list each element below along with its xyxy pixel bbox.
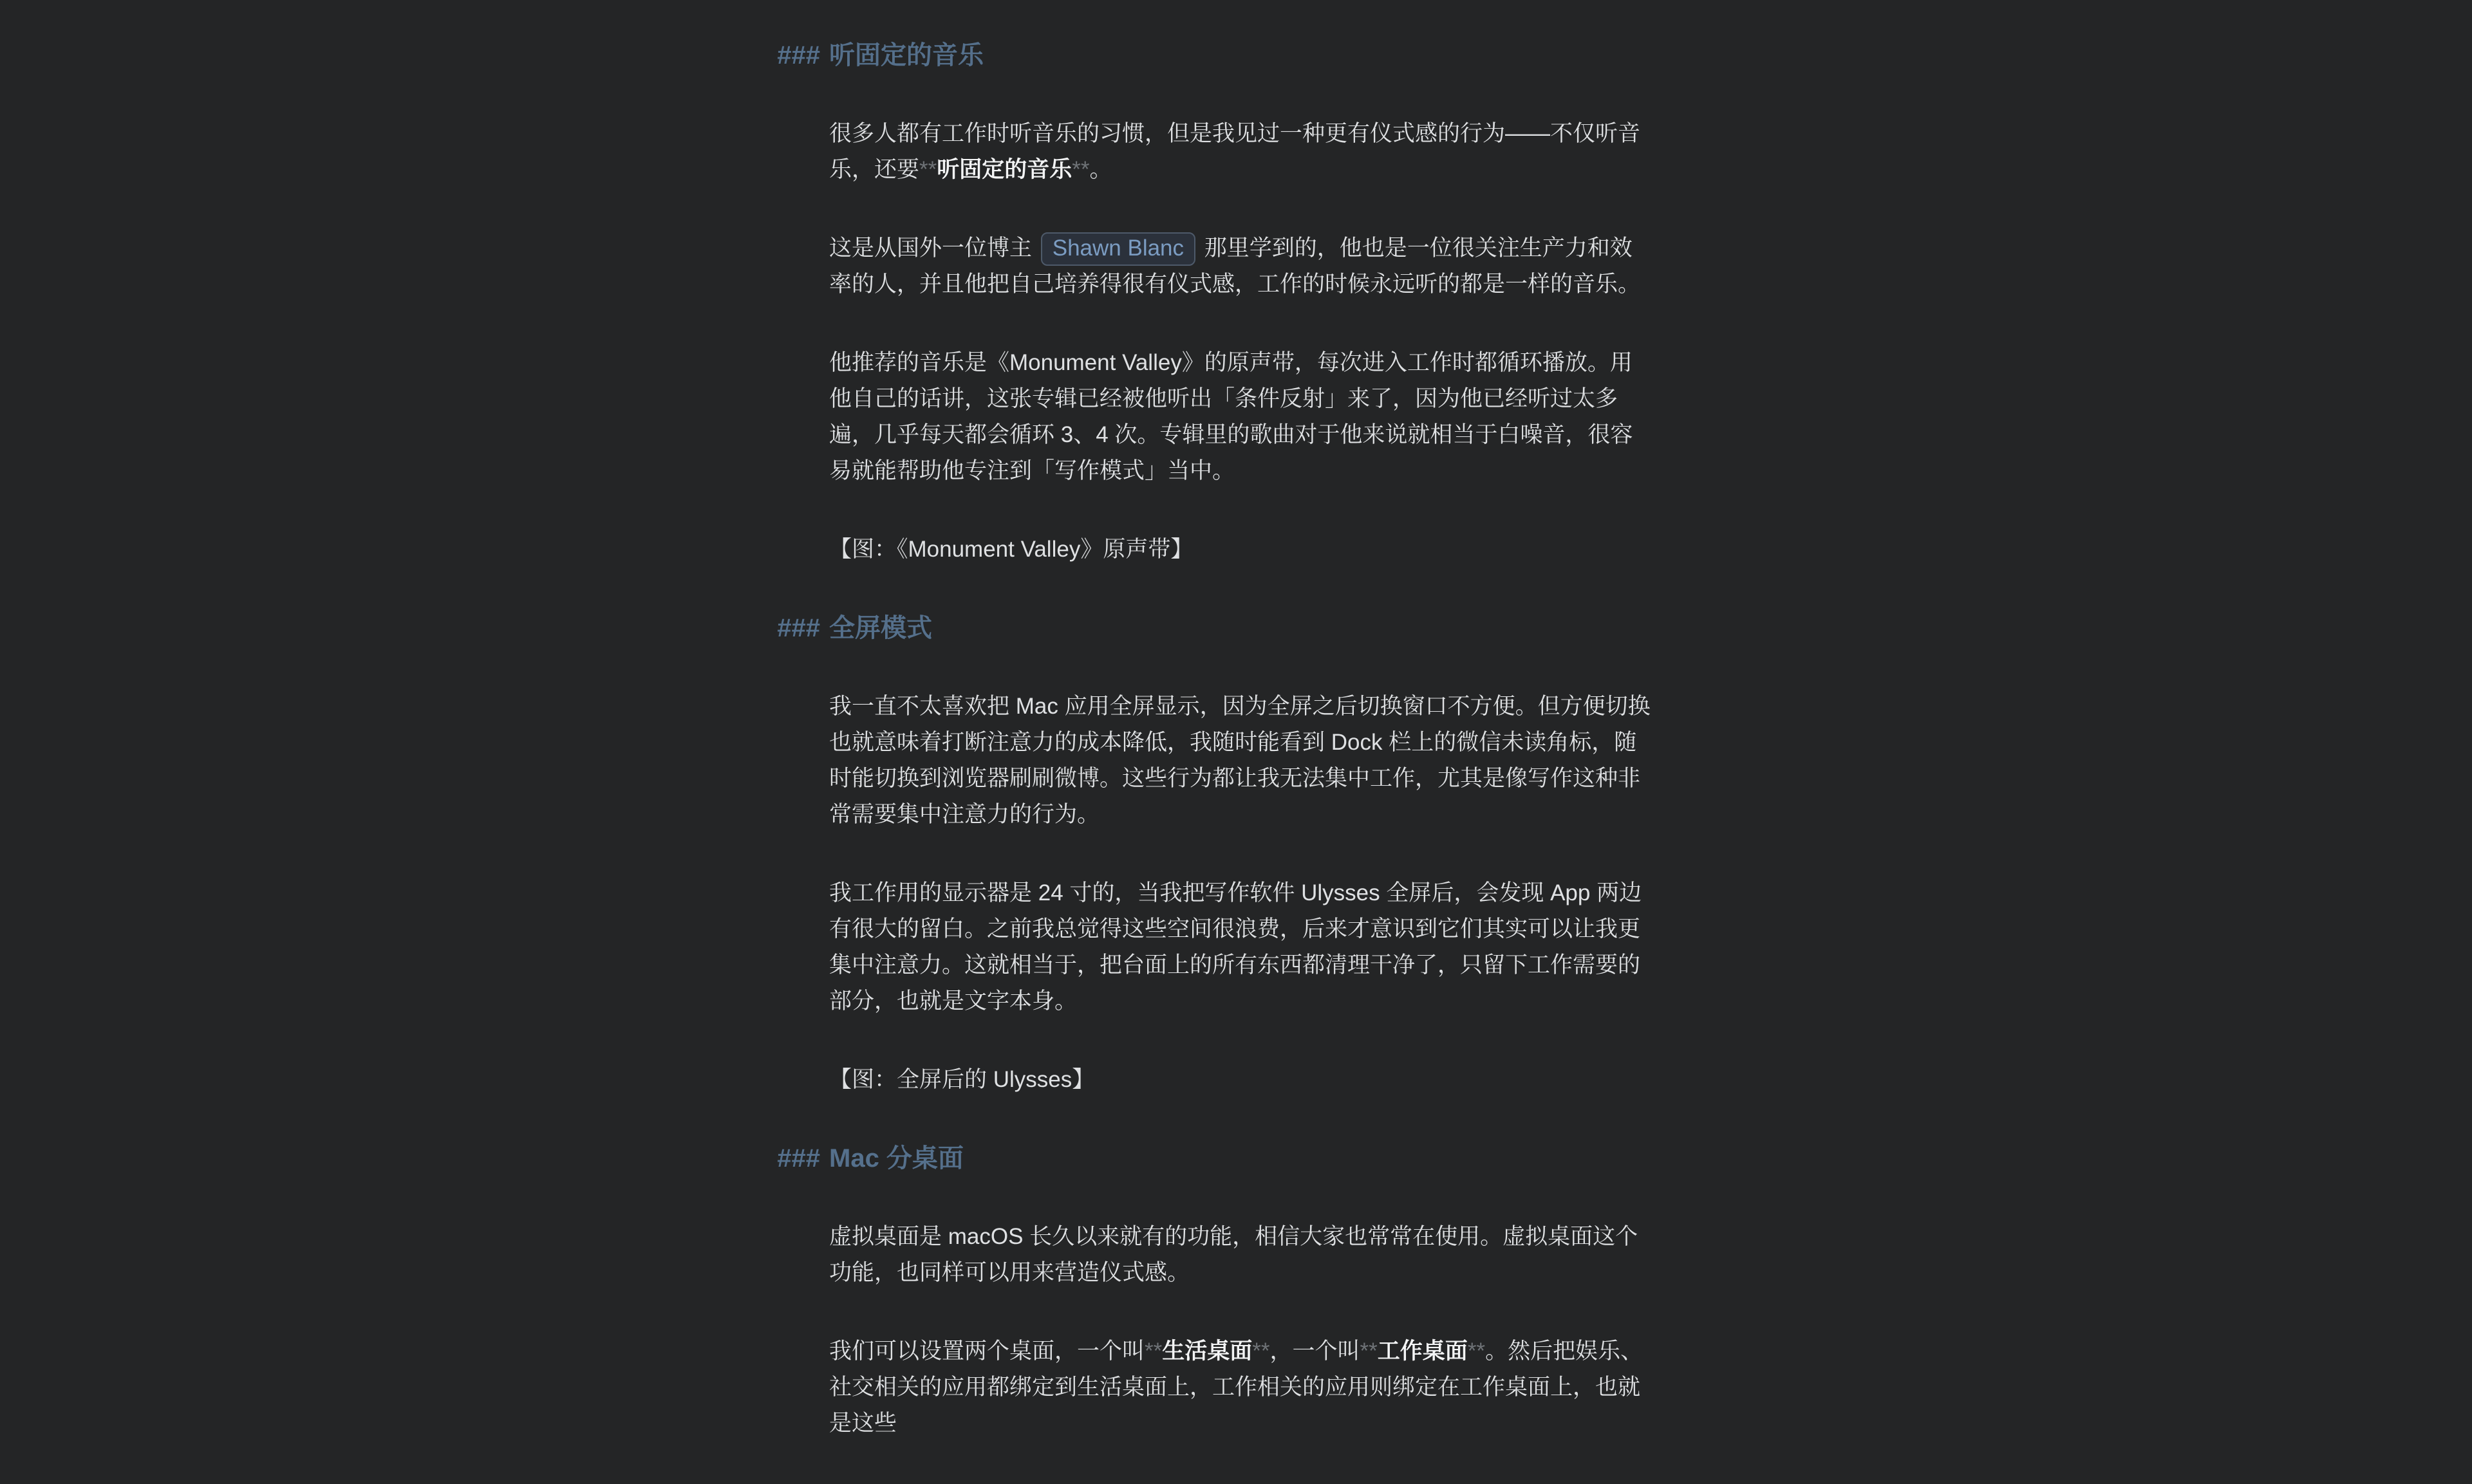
markdown-bold-marker: ** [1145,1339,1163,1364]
heading-text: Mac 分桌面 [829,1144,964,1173]
text-run: 。 [1089,157,1112,182]
section-heading-fixed-music[interactable] [777,37,1651,73]
text-run: 。然后把娱乐、社交相关的应用都绑定到生活桌面上，工作相关的应用则绑定在工作桌面上，也就是这些 [829,1339,1643,1436]
paragraph-24-inch-display[interactable] [829,875,1651,1019]
paragraph-two-desktops[interactable] [829,1333,1651,1442]
paragraph-shawn-blanc[interactable] [829,230,1651,302]
text-run: 这是从国外一位博主 [829,236,1038,261]
text-run: 我一直不太喜欢把 Mac 应用全屏显示，因为全屏之后切换窗口不方便。但方便切换也就意味着打断注意力的成本降低，我随时能看到 Dock 栏上的微信未读角标，随时能切换到浏览器刷刷微博。这些行为都让我无法集中工作，尤其是像写作这种非常需要集中注意力的行为。 [829,694,1651,827]
markdown-bold-marker: ** [1072,157,1090,182]
bold-text-run: 听固定的音乐 [937,157,1072,182]
text-run: 他推荐的音乐是《Monument Valley》的原声带，每次进入工作时都循环播放。用他自己的话讲，这张专辑已经被他听出「条件反射」来了，因为他已经听过太多遍，几乎每天都会循环 3、4 次。专辑里的歌曲对于他来说就相当于白噪音，很容易就能帮助他专注到「写作模式」当中。 [829,350,1633,483]
text-run: 虚拟桌面是 macOS 长久以来就有的功能，相信大家也常常在使用。虚拟桌面这个功能，也同样可以用来营造仪式感。 [829,1224,1638,1285]
paragraph-virtual-desktops[interactable] [829,1219,1651,1291]
text-run: 【图：全屏后的 Ulysses】 [829,1067,1095,1092]
paragraph-music-habit[interactable] [829,116,1651,188]
section-heading-fullscreen[interactable] [777,610,1651,646]
markdown-bold-marker: ** [1360,1339,1378,1364]
paragraph-fullscreen-dislike[interactable] [829,689,1651,833]
section-heading-mac-desktops[interactable] [777,1140,1651,1176]
bold-text-run: 生活桌面 [1162,1339,1253,1364]
link-pill-shawn-blanc[interactable]: Shawn Blanc [1041,232,1195,266]
markdown-bold-marker: ** [1467,1339,1486,1364]
heading-markdown-tag: ### [777,614,820,642]
bold-text-run: 工作桌面 [1377,1339,1468,1364]
text-run: 很多人都有工作时听音乐的习惯，但是我见过一种更有仪式感的行为——不仅听音乐，还要 [829,121,1641,182]
markdown-bold-marker: ** [1252,1339,1270,1364]
heading-markdown-tag: ### [777,41,820,70]
document-content[interactable] [777,0,1651,1484]
paragraph-monument-valley[interactable] [829,345,1651,489]
text-run: 我工作用的显示器是 24 寸的，当我把写作软件 Ulysses 全屏后，会发现 App 两边有很大的留白。之前我总觉得这些空间很浪费，后来才意识到它们其实可以让我更集中注意力。这就相当于，把台面上的所有东西都清理干净了，只留下工作需要的部分，也就是文字本身。 [829,880,1642,1014]
markdown-bold-marker: ** [919,157,937,182]
figure-placeholder-monument-valley[interactable] [829,532,1651,568]
text-run: 那里学到的，他也是一位很关注生产力和效率的人，并且他把自己培养得很有仪式感，工作的时候永远听的都是一样的音乐。 [829,236,1641,297]
heading-text: 听固定的音乐 [829,41,984,70]
figure-placeholder-ulysses-fullscreen[interactable] [829,1062,1651,1098]
heading-text: 全屏模式 [829,614,932,642]
heading-markdown-tag: ### [777,1144,820,1173]
text-run: 【图：《Monument Valley》原声带】 [829,537,1194,562]
text-run: ，一个叫 [1269,1339,1360,1364]
text-run: 我们可以设置两个桌面，一个叫 [829,1339,1145,1364]
